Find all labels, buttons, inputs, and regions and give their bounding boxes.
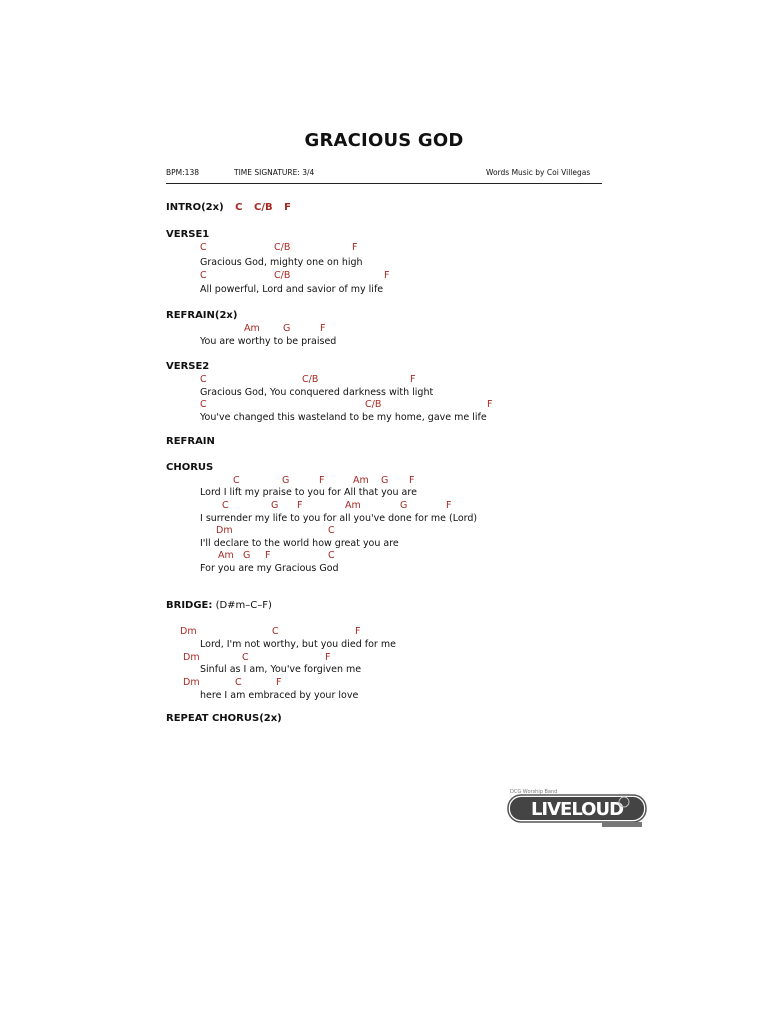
refrain-label: REFRAIN(2x)	[166, 310, 238, 321]
chord: F	[355, 626, 361, 637]
chord: C	[200, 270, 207, 281]
chord: C	[233, 475, 240, 486]
chord: Am	[345, 500, 361, 511]
chord: F	[265, 550, 271, 561]
chord: C/B	[302, 374, 319, 385]
chord: Am	[353, 475, 369, 486]
chord: F	[319, 475, 325, 486]
chord: Am	[218, 550, 234, 561]
chord: C	[242, 652, 249, 663]
refrain-repeat-label: REFRAIN	[166, 436, 215, 447]
lyric-line: Gracious God, mighty one on high	[200, 257, 363, 268]
chord: F	[410, 374, 416, 385]
liveloud-logo	[506, 786, 648, 830]
lyric-line: Sinful as I am, You've forgiven me	[200, 664, 362, 675]
chorus-label: CHORUS	[166, 462, 214, 473]
header-divider	[166, 183, 602, 184]
chord: C/B	[274, 242, 291, 253]
chord: F	[446, 500, 452, 511]
chord: C	[235, 202, 243, 213]
chord: Dm	[183, 677, 200, 688]
chord: F	[320, 323, 326, 334]
chord: C	[222, 500, 229, 511]
chord: G	[381, 475, 389, 486]
lyric-line: You are worthy to be praised	[200, 336, 337, 347]
svg-text:DCG Worship Band: DCG Worship Band	[510, 789, 558, 795]
verse2-label: VERSE2	[166, 361, 210, 372]
svg-text:LIVELOUD: LIVELOUD	[530, 799, 624, 820]
lyric-line: Lord I lift my praise to you for All that you are	[200, 487, 417, 498]
chord: C	[328, 550, 335, 561]
lyric-line: You've changed this wasteland to be my home, gave me life	[200, 412, 487, 423]
chord: G	[283, 323, 291, 334]
chord: F	[276, 677, 282, 688]
chord: C	[272, 626, 279, 637]
lyric-line: I'll declare to the world how great you are	[200, 538, 399, 549]
chord: C	[200, 242, 207, 253]
chord: F	[325, 652, 331, 663]
chord: C	[200, 399, 207, 410]
chord: F	[409, 475, 415, 486]
chord: Dm	[180, 626, 197, 637]
chord: C	[200, 374, 207, 385]
chord: C/B	[253, 202, 273, 213]
lyric-line: Gracious God, You conquered darkness with light	[200, 387, 434, 398]
chord: C	[235, 677, 242, 688]
lyric-line: Lord, I'm not worthy, but you died for me	[200, 639, 396, 650]
intro-section	[166, 203, 291, 213]
chord: G	[400, 500, 408, 511]
lyric-line: All powerful, Lord and savior of my life	[200, 284, 384, 295]
chord: Dm	[183, 652, 200, 663]
intro-label: INTRO(2x)	[166, 202, 224, 213]
lyric-line: For you are my Gracious God	[200, 563, 339, 574]
bridge-progression: (D#m–C–F)	[215, 600, 272, 611]
chord: G	[243, 550, 251, 561]
credits: Words Music by Coi Villegas	[486, 168, 591, 177]
chord: F	[297, 500, 303, 511]
chord: G	[271, 500, 279, 511]
chord: F	[487, 399, 493, 410]
song-title: GRACIOUS GOD	[304, 130, 464, 151]
chord: Dm	[216, 525, 233, 536]
chord: F	[384, 270, 390, 281]
chord: C	[328, 525, 335, 536]
chord: Am	[244, 323, 260, 334]
chord: C/B	[365, 399, 382, 410]
chord: C/B	[274, 270, 291, 281]
bridge-heading	[166, 601, 272, 611]
chord: F	[352, 242, 358, 253]
bridge-label: BRIDGE:	[166, 600, 213, 611]
chord: F	[284, 202, 291, 213]
lyric-line: here I am embraced by your love	[200, 690, 359, 701]
verse1-label: VERSE1	[166, 229, 210, 240]
repeat-chorus-label: REPEAT CHORUS(2x)	[166, 713, 282, 724]
chord: G	[282, 475, 290, 486]
lyric-line: I surrender my life to you for all you've done for me (Lord)	[200, 513, 478, 524]
time-signature: TIME SIGNATURE: 3/4	[234, 168, 315, 177]
bpm: BPM:138	[166, 168, 199, 177]
